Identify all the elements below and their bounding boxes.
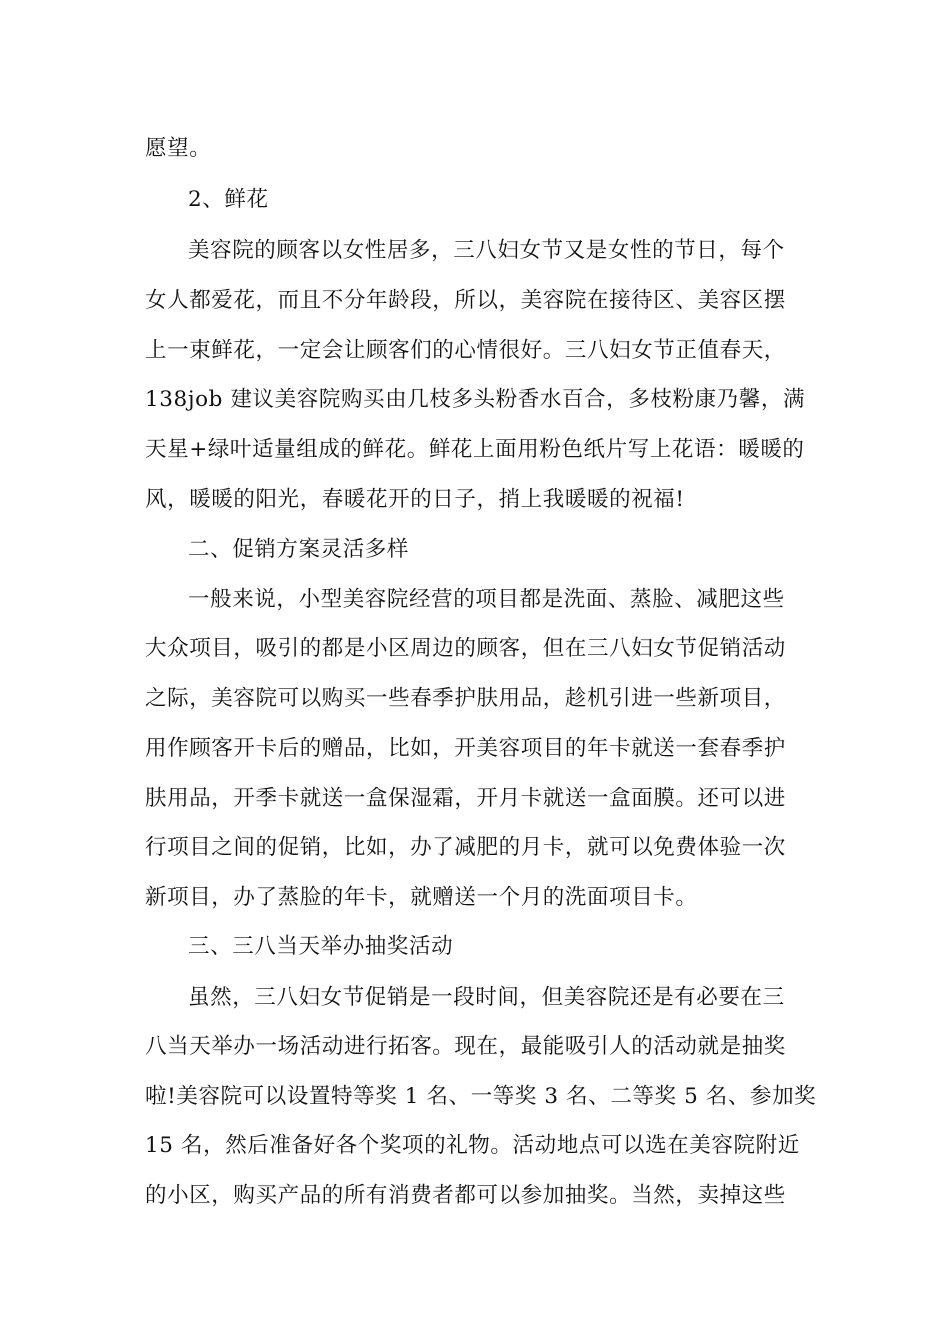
paragraph-line-15: 行项目之间的促销，比如，办了减肥的月卡，就可以免费体验一次 xyxy=(145,835,786,860)
paragraph-line-13: 用作顾客开卡后的赠品，比如，开美容项目的年卡就送一套春季护 xyxy=(145,736,786,761)
paragraph-line-4: 女人都爱花，而且不分年龄段，所以，美容院在接待区、美容区摆 xyxy=(145,288,786,313)
paragraph-line-6: 138job 建议美容院购买由几枝多头粉香水百合，多枝粉康乃馨，满 xyxy=(145,387,806,412)
text-line-1: 愿望。 xyxy=(145,136,212,161)
paragraph-line-21: 15 名，然后准备好各个奖项的礼物。活动地点可以选在美容院附近 xyxy=(145,1133,800,1158)
paragraph-line-14: 肤用品，开季卡就送一盒保湿霜，开月卡就送一盒面膜。还可以进 xyxy=(145,786,786,811)
paragraph-line-20: 啦!美容院可以设置特等奖 1 名、一等奖 3 名、二等奖 5 名、参加奖 xyxy=(145,1084,817,1109)
section-heading-lottery: 三、三八当天举办抽奖活动 xyxy=(188,934,454,959)
paragraph-line-5: 上一束鲜花，一定会让顾客们的心情很好。三八妇女节正值春天， xyxy=(145,338,786,363)
paragraph-line-22: 的小区，购买产品的所有消费者都可以参加抽奖。当然，卖掉这些 xyxy=(145,1183,786,1208)
paragraph-line-12: 之际，美容院可以购买一些春季护肤用品，趁机引进一些新项目， xyxy=(145,686,786,711)
paragraph-line-8: 风，暖暖的阳光，春暖花开的日子，捎上我暖暖的祝福! xyxy=(145,487,685,512)
paragraph-line-18: 虽然，三八妇女节促销是一段时间，但美容院还是有必要在三 xyxy=(188,985,785,1010)
section-heading-flowers: 2、鲜花 xyxy=(188,187,269,212)
paragraph-line-10: 一般来说，小型美容院经营的项目都是洗面、蒸脸、减肥这些 xyxy=(188,587,785,612)
paragraph-line-19: 八当天举办一场活动进行拓客。现在，最能吸引人的活动就是抽奖 xyxy=(145,1034,786,1059)
paragraph-line-16: 新项目，办了蒸脸的年卡，就赠送一个月的洗面项目卡。 xyxy=(145,885,698,910)
paragraph-line-3: 美容院的顾客以女性居多，三八妇女节又是女性的节日，每个 xyxy=(188,238,785,263)
paragraph-line-11: 大众项目，吸引的都是小区周边的顾客，但在三八妇女节促销活动 xyxy=(145,636,786,661)
section-heading-promotions: 二、促销方案灵活多样 xyxy=(188,537,410,562)
paragraph-line-7: 天星+绿叶适量组成的鲜花。鲜花上面用粉色纸片写上花语：暖暖的 xyxy=(145,437,805,462)
